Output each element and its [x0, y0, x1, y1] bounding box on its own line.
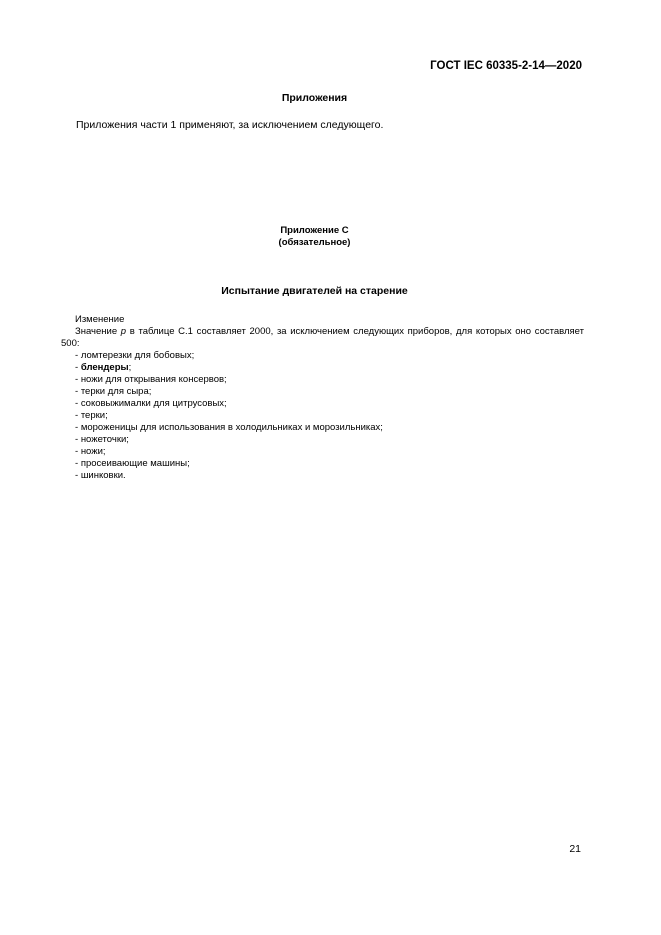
list-item: - терки для сыра;	[75, 386, 152, 397]
appliance-list	[61, 350, 584, 482]
annex-body	[61, 314, 584, 482]
list-item: - ножи;	[75, 446, 106, 457]
list-item: - мороженицы для использования в холодильниках и морозильниках;	[75, 422, 383, 433]
annex-status: (обязательное)	[278, 237, 351, 248]
value-paragraph	[61, 326, 584, 350]
document-code: ГОСТ IEC 60335-2-14—2020	[430, 60, 582, 72]
list-item: - просеивающие машины;	[75, 458, 190, 469]
list-item: - ножи для открывания консервов;	[75, 374, 227, 385]
list-item: - ножеточки;	[75, 434, 129, 445]
value-text-before: Значение	[75, 326, 121, 337]
list-item: - соковыжималки для цитрусовых;	[75, 398, 227, 409]
list-item: - блендеры;	[75, 362, 132, 373]
appendices-title: Приложения	[281, 92, 348, 104]
value-symbol: p	[120, 326, 127, 337]
appendices-intro: Приложения части 1 применяют, за исключением следующего.	[76, 119, 384, 131]
list-item: - терки;	[75, 410, 108, 421]
page-number: 21	[569, 843, 581, 855]
value-text-after: в таблице С.1 составляет 2000, за исключением следующих приборов, для которых оно составляет 500:	[61, 326, 584, 349]
list-item: - шинковки.	[75, 470, 126, 481]
annex-heading: Испытание двигателей на старение	[221, 285, 408, 297]
list-item: - ломтерезки для бобовых;	[75, 350, 195, 361]
change-label: Изменение	[75, 314, 125, 325]
annex-title: Приложение С	[280, 225, 349, 236]
